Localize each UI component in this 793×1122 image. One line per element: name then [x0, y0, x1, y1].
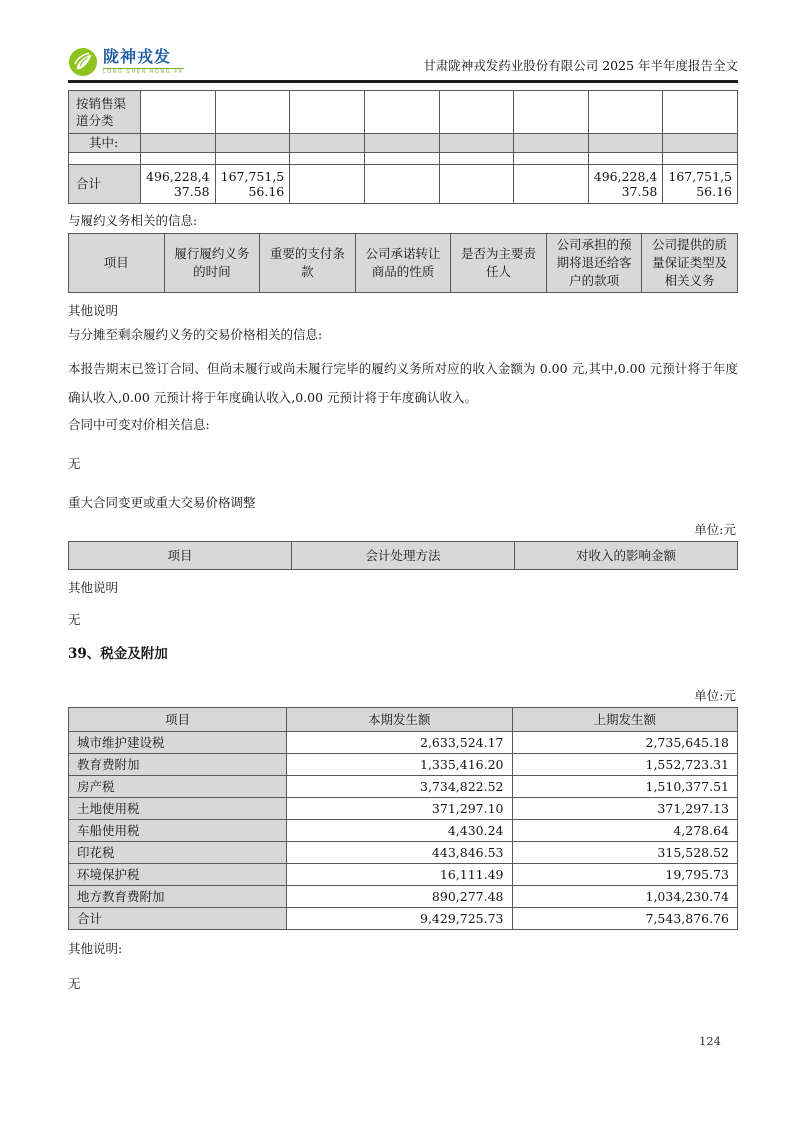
amount-cell: 9,429,725.73 [287, 907, 513, 929]
amount-cell: 1,335,416.20 [287, 753, 513, 775]
tax-item-cell: 地方教育费附加 [69, 885, 287, 907]
tax-item-cell: 车船使用税 [69, 819, 287, 841]
column-header: 公司承担的预期将退还给客户的款项 [546, 233, 642, 292]
amount-cell: 890,277.48 [287, 885, 513, 907]
table-header-row [69, 233, 738, 292]
cell [364, 152, 439, 164]
table-row [69, 841, 738, 863]
section-title: 39、税金及附加 [68, 645, 168, 662]
tax-item-cell: 教育费附加 [69, 753, 287, 775]
row-label-cell: 合计 [69, 164, 141, 203]
cell [215, 152, 290, 164]
report-paragraph: 本报告期末已签订合同、但尚未履行或尚未履行完毕的履约义务所对应的收入金额为 0.00 元,其中,0.00 元预计将于年度确认收入,0.00 元预计将于年度确认收入,0.00 元预计将于年度确认收入。 [68, 360, 738, 405]
cell [439, 164, 514, 203]
obligation-table [68, 233, 738, 293]
table-row [69, 863, 738, 885]
amount-cell: 371,297.13 [512, 797, 738, 819]
cell [514, 164, 589, 203]
page-content [68, 47, 738, 992]
tax-table [68, 707, 738, 930]
table-row-total [69, 907, 738, 929]
amount-cell: 2,633,524.17 [287, 731, 513, 753]
cell [141, 90, 216, 133]
table-row [69, 753, 738, 775]
brand-name-cn: 陇神戎发 [103, 48, 172, 66]
amount-cell: 7,543,876.76 [512, 907, 738, 929]
table-header-row [69, 541, 738, 569]
amount-cell: 4,278.64 [512, 819, 738, 841]
cell [588, 152, 663, 164]
unit-label: 单位:元 [694, 521, 736, 537]
cell [439, 152, 514, 164]
obligation-info-label: 与履约义务相关的信息: [68, 212, 198, 228]
cell [364, 90, 439, 133]
none-text: 无 [68, 455, 81, 471]
amount-cell: 3,734,822.52 [287, 775, 513, 797]
accounting-table [68, 541, 738, 570]
allocation-info-label: 与分摊至剩余履约义务的交易价格相关的信息: [68, 326, 323, 342]
cell [215, 90, 290, 133]
cell [439, 90, 514, 133]
column-header: 履行履约义务的时间 [164, 233, 260, 292]
tax-item-cell: 环境保护税 [69, 863, 287, 885]
column-header: 上期发生额 [512, 707, 738, 731]
amount-cell: 1,510,377.51 [512, 775, 738, 797]
cell [290, 133, 365, 152]
column-header: 重要的支付条款 [260, 233, 356, 292]
cell [364, 133, 439, 152]
cell [69, 152, 141, 164]
cell [663, 90, 738, 133]
table-row [69, 819, 738, 841]
document-title: 甘肃陇神戎发药业股份有限公司 2025 年半年度报告全文 [423, 58, 738, 73]
amount-cell: 2,735,645.18 [512, 731, 738, 753]
header-divider [68, 80, 738, 83]
amount-cell: 443,846.53 [287, 841, 513, 863]
table-row-total [69, 164, 738, 203]
other-note-label: 其他说明: [68, 940, 123, 956]
column-header: 公司提供的质量保证类型及相关义务 [642, 233, 738, 292]
cell [141, 133, 216, 152]
brand-name-en: LONG SHEN RONG FA [103, 68, 184, 75]
row-label-cell: 其中: [69, 133, 141, 152]
column-header: 对收入的影响金额 [515, 541, 738, 569]
cell [663, 152, 738, 164]
variable-consideration-label: 合同中可变对价相关信息: [68, 416, 210, 432]
column-header: 是否为主要责任人 [451, 233, 547, 292]
brand-logo [68, 47, 184, 77]
cell [141, 152, 216, 164]
major-change-label: 重大合同变更或重大交易价格调整 [68, 494, 256, 510]
column-header: 项目 [69, 233, 165, 292]
amount-cell: 167,751,556.16 [663, 164, 738, 203]
table-row [69, 90, 738, 133]
amount-cell: 371,297.10 [287, 797, 513, 819]
tax-item-cell: 房产税 [69, 775, 287, 797]
amount-cell: 19,795.73 [512, 863, 738, 885]
table-row [69, 133, 738, 152]
cell [588, 90, 663, 133]
none-text: 无 [68, 611, 81, 627]
brand-logo-text [103, 50, 184, 75]
cell [663, 133, 738, 152]
cell [588, 133, 663, 152]
cell [514, 133, 589, 152]
amount-cell: 1,552,723.31 [512, 753, 738, 775]
cell [514, 90, 589, 133]
column-header: 公司承诺转让商品的性质 [355, 233, 451, 292]
unit-label: 单位:元 [694, 687, 736, 703]
amount-cell: 4,430.24 [287, 819, 513, 841]
cell [290, 152, 365, 164]
amount-cell: 496,228,437.58 [588, 164, 663, 203]
cell [439, 133, 514, 152]
amount-cell: 167,751,556.16 [215, 164, 290, 203]
table-row [69, 731, 738, 753]
amount-cell: 315,528.52 [512, 841, 738, 863]
page-number: 124 [699, 1034, 721, 1048]
other-note-label: 其他说明 [68, 302, 119, 318]
table-row [69, 775, 738, 797]
page-header [68, 47, 738, 77]
none-text: 无 [68, 975, 81, 991]
table-row [69, 885, 738, 907]
cell [215, 133, 290, 152]
cell [364, 164, 439, 203]
cell [514, 152, 589, 164]
sales-channel-table [68, 90, 738, 204]
table-row [69, 797, 738, 819]
table-row [69, 152, 738, 164]
other-note-label: 其他说明 [68, 579, 119, 595]
column-header: 会计处理方法 [292, 541, 515, 569]
tax-item-cell: 土地使用税 [69, 797, 287, 819]
tax-item-cell: 城市维护建设税 [69, 731, 287, 753]
cell [290, 164, 365, 203]
row-label-cell: 按销售渠道分类 [69, 90, 141, 133]
column-header: 项目 [69, 707, 287, 731]
amount-cell: 16,111.49 [287, 863, 513, 885]
column-header: 项目 [69, 541, 292, 569]
column-header: 本期发生额 [287, 707, 513, 731]
tax-item-cell: 合计 [69, 907, 287, 929]
table-header-row [69, 707, 738, 731]
cell [290, 90, 365, 133]
amount-cell: 496,228,437.58 [141, 164, 216, 203]
brand-logo-icon [68, 47, 98, 77]
amount-cell: 1,034,230.74 [512, 885, 738, 907]
tax-item-cell: 印花税 [69, 841, 287, 863]
